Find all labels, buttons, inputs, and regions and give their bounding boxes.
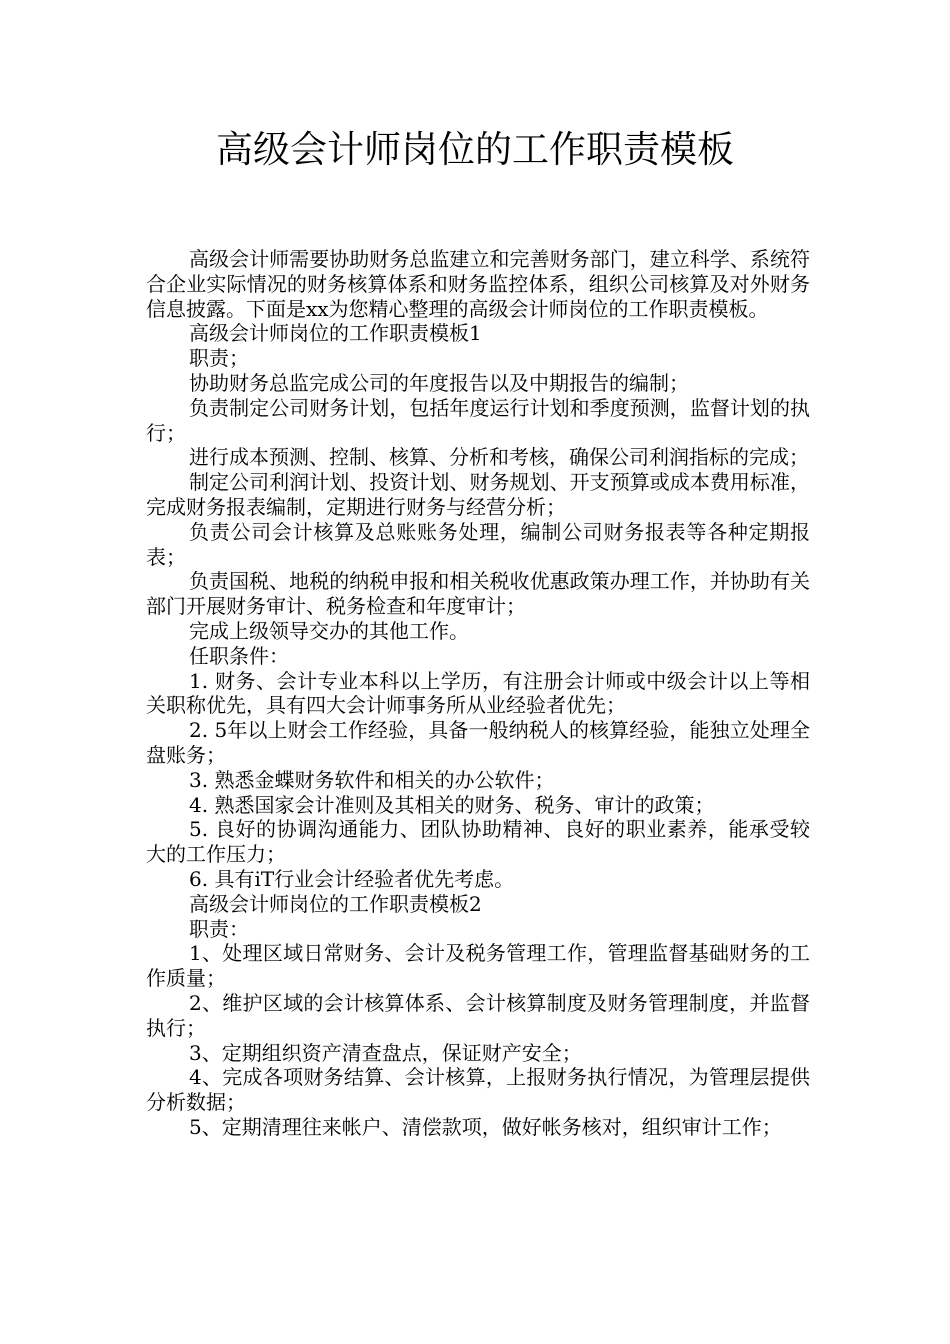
document-body <box>146 247 810 1140</box>
requirement-item: 5. 良好的协调沟通能力、团队协助精神、良好的职业素养，能承受较大的工作压力； <box>146 817 810 867</box>
duty-item: 完成上级领导交办的其他工作。 <box>189 618 469 643</box>
document-title: 高级会计师岗位的工作职责模板 <box>216 128 734 171</box>
requirement-item: 1. 财务、会计专业本科以上学历，有注册会计师或中级会计以上等相关职称优先，具有四大会计师事务所从业经验者优先； <box>146 668 810 718</box>
requirement-item: 6. 具有iT行业会计经验者优先考虑。 <box>189 866 515 891</box>
duty-item: 1、处理区域日常财务、会计及税务管理工作，管理监督基础财务的工作质量； <box>146 941 810 991</box>
duty-item: 2、维护区域的会计核算体系、会计核算制度及财务管理制度，并监督执行； <box>146 990 810 1040</box>
duty-item: 负责制定公司财务计划，包括年度运行计划和季度预测，监督计划的执行； <box>146 395 810 445</box>
section-heading-template-2: 高级会计师岗位的工作职责模板2 <box>189 891 482 916</box>
duties-label: 职责： <box>189 916 249 941</box>
requirement-item: 2. 5年以上财会工作经验，具备一般纳税人的核算经验，能独立处理全盘账务； <box>146 718 810 767</box>
duty-item: 3、定期组织资产清查盘点，保证财产安全； <box>189 1040 582 1065</box>
duties-label: 职责； <box>189 346 249 371</box>
duty-item: 5、定期清理往来帐户、清偿款项，做好帐务核对，组织审计工作； <box>189 1114 782 1139</box>
section-heading-template-1: 高级会计师岗位的工作职责模板1 <box>189 321 482 346</box>
duty-item: 负责国税、地税的纳税申报和相关税收优惠政策办理工作，并协助有关部门开展财务审计、税务检查和年度审计； <box>146 569 810 619</box>
intro-paragraph: 高级会计师需要协助财务总监建立和完善财务部门，建立科学、系统符合企业实际情况的财务核算体系和财务监控体系，组织公司核算及对外财务信息披露。下面是xx为您精心整理的高级会计师岗位的工作职责模板。 <box>146 247 810 321</box>
duty-item: 负责公司会计核算及总账账务处理，编制公司财务报表等各种定期报表； <box>146 519 810 569</box>
requirement-item: 3. 熟悉金蝶财务软件和相关的办公软件； <box>189 767 555 792</box>
duty-item: 制定公司利润计划、投资计划、财务规划、开支预算或成本费用标准，完成财务报表编制，定期进行财务与经营分析； <box>146 470 810 519</box>
duty-item: 4、完成各项财务结算、会计核算，上报财务执行情况，为管理层提供分析数据； <box>146 1065 810 1115</box>
duty-item: 进行成本预测、控制、核算、分析和考核，确保公司利润指标的完成； <box>189 445 809 470</box>
requirements-label: 任职条件： <box>189 643 289 668</box>
duty-item: 协助财务总监完成公司的年度报告以及中期报告的编制； <box>189 370 689 395</box>
requirement-item: 4. 熟悉国家会计准则及其相关的财务、税务、审计的政策； <box>189 792 715 817</box>
